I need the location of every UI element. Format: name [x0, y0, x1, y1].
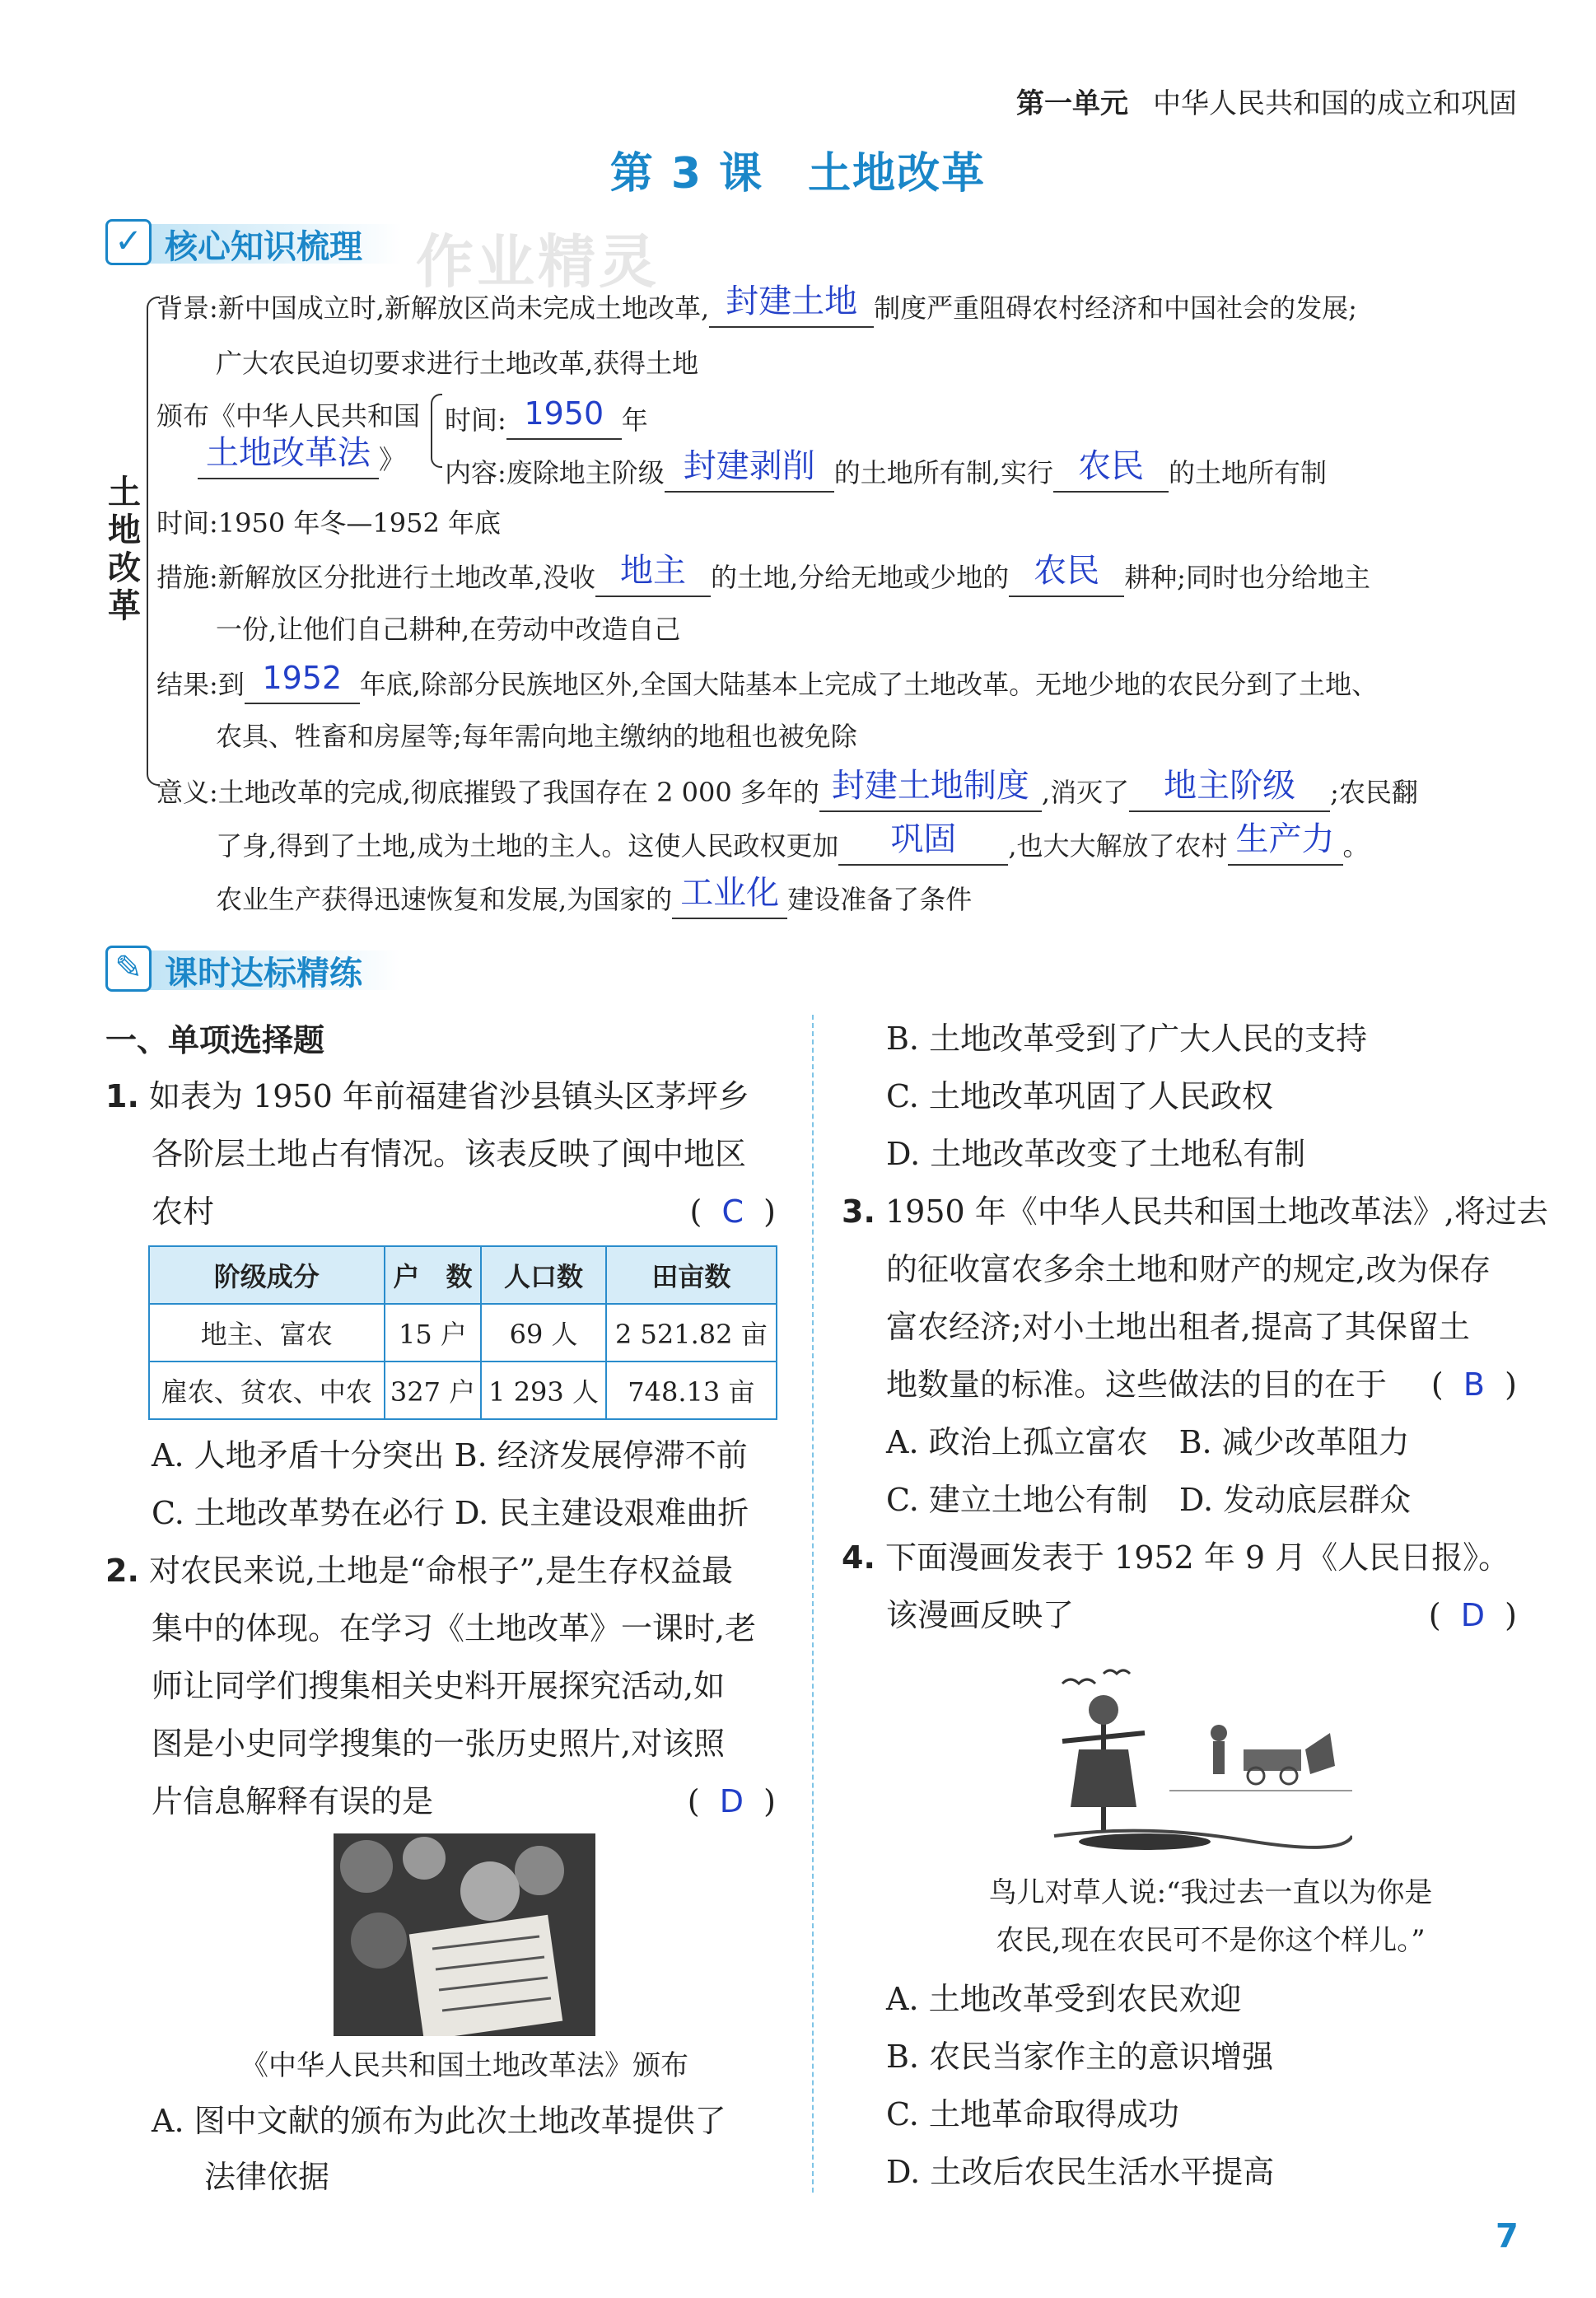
q4-line1: 4. 下面漫画发表于 1952 年 9 月《人民日报》。 [842, 1539, 1510, 1576]
section-title: 课时达标精练 [165, 955, 362, 993]
q2-line2: 集中的体现。在学习《土地改革》一课时,老 [152, 1610, 757, 1646]
table-row: 地主、富农 15 户 69 人 2 521.82 亩 [149, 1304, 777, 1362]
q1-line1: 1. 如表为 1950 年前福建省沙县镇头区茅坪乡 [105, 1078, 749, 1114]
q3-line1: 3. 1950 年《中华人民共和国土地改革法》,将过去 [842, 1193, 1548, 1230]
q2-option-b: B. 土地改革受到了广大人民的支持 [886, 1021, 1368, 1057]
blank: 工业化 [672, 880, 787, 919]
outline-background-line1: 背景:新中国成立时,新解放区尚未完成土地改革, 封建土地 制度严重阻碍农村经济和中国社会的发展; [156, 288, 1357, 328]
outline-result-line1: 结果:到 1952 年底,除部分民族地区外,全国大陆基本上完成了土地改革。无地少地的农民分到了土地、 [156, 665, 1378, 704]
unit-title: 中华人民共和国的成立和巩固 [1153, 87, 1517, 120]
cartoon-illustration [1046, 1667, 1352, 1855]
table-header: 田亩数 [606, 1246, 777, 1304]
q4-option-c: C. 土地革命取得成功 [886, 2096, 1179, 2132]
outline-law-line2: 土地改革法 》 [198, 440, 405, 479]
outline-significance-line1: 意义:土地改革的完成,彻底摧毁了我国存在 2 000 多年的 封建土地制度 ,消灭了 地主阶级 ;农民翻 [156, 773, 1418, 812]
q4-line2: 该漫画反映了 ( D ) [886, 1586, 1517, 1644]
table-row: 雇农、贫农、中农 327 户 1 293 人 748.13 亩 [149, 1362, 777, 1419]
q3-answer-paren: ( B ) [1430, 1366, 1517, 1403]
outline-measure-line1: 措施:新解放区分批进行土地改革,没收 地主 的土地,分给无地或少地的 农民 耕种;同时也分给地主 [156, 558, 1370, 597]
unit-label: 第一单元 [1016, 87, 1128, 120]
photo-illustration [334, 1833, 595, 2036]
outline-measure-line2: 一份,让他们自己耕种,在劳动中改造自己 [216, 614, 681, 645]
outline-background-line2: 广大农民迫切要求进行土地改革,获得土地 [216, 348, 699, 379]
blank: 农民 [1009, 558, 1124, 597]
q3-answer: B [1463, 1366, 1485, 1403]
q1-answer: C [721, 1193, 744, 1230]
q2-option-a-line1: A. 图中文献的颁布为此次土地改革提供了 [152, 2103, 726, 2139]
checkbox-icon: ✓ [105, 219, 152, 265]
historical-photo [334, 1833, 595, 2036]
blank: 土地改革法 [198, 440, 379, 479]
section-title: 核心知识梳理 [165, 228, 362, 266]
q3-options-cd: C. 建立土地公有制 D. 发动底层群众 [886, 1482, 1412, 1518]
blank: 农民 [1053, 453, 1169, 493]
outline-result-line2: 农具、牲畜和房屋等;每年需向地主缴纳的地租也被免除 [216, 721, 857, 752]
q3-options-ab: A. 政治上孤立富农 B. 减少改革阻力 [886, 1424, 1410, 1460]
blank: 封建土地 [709, 288, 874, 328]
blank: 地主阶级 [1129, 773, 1330, 812]
blank: 1952 [245, 665, 360, 704]
blank: 巩固 [838, 826, 1008, 866]
q1-options-cd: C. 土地改革势在必行 D. 民主建设艰难曲折 [152, 1495, 749, 1531]
q2-line1: 2. 对农民来说,土地是“命根子”,是生存权益最 [105, 1553, 733, 1589]
table-header: 户 数 [385, 1246, 482, 1304]
question-section-head: 一、单项选择题 [105, 1022, 325, 1058]
section-banner-practice [105, 942, 402, 993]
q1-table [148, 1245, 777, 1420]
blank: 封建土地制度 [819, 773, 1042, 812]
table-header: 人口数 [481, 1246, 605, 1304]
q3-line4: 地数量的标准。这些做法的目的在于 ( B ) [886, 1356, 1517, 1413]
table-header: 阶级成分 [149, 1246, 385, 1304]
outline-law-line1: 颁布《中华人民共和国 [156, 400, 421, 432]
q1-options-ab: A. 人地矛盾十分突出 B. 经济发展停滞不前 [152, 1437, 748, 1474]
blank: 生产力 [1228, 826, 1343, 866]
outline-significance-line3: 农业生产获得迅速恢复和发展,为国家的 工业化 建设准备了条件 [216, 880, 972, 919]
outline-content: 内容:废除地主阶级 封建剥削 的土地所有制,实行 农民 的土地所有制 [445, 453, 1327, 493]
q4-cartoon-caption-1: 鸟儿对草人说:“我过去一直以为你是 [988, 1876, 1433, 1909]
q1-line2: 各阶层土地占有情况。该表反映了闽中地区 [152, 1136, 747, 1172]
q2-line3: 师让同学们搜集相关史料开展探究活动,如 [152, 1668, 726, 1704]
q2-option-a-line2: 法律依据 [204, 2159, 330, 2195]
column-divider [812, 1015, 814, 2193]
q4-answer: D [1460, 1597, 1485, 1633]
outline-bracket [147, 297, 160, 786]
q1-answer-paren: ( C ) [689, 1193, 776, 1230]
outline-topic-text: 土地改革 [108, 473, 141, 625]
q4-option-b: B. 农民当家作主的意识增强 [886, 2039, 1274, 2075]
scarecrow-cartoon [1046, 1667, 1352, 1855]
q3-line2: 的征收富农多余土地和财产的规定,改为保存 [886, 1251, 1491, 1287]
q4-option-a: A. 土地改革受到农民欢迎 [886, 1981, 1242, 2017]
blank: 1950 [506, 400, 622, 440]
outline-time: 时间: 1950 年 [445, 400, 648, 440]
q4-option-d: D. 土改后农民生活水平提高 [886, 2154, 1275, 2190]
q2-photo-caption: 《中华人民共和国土地改革法》颁布 [240, 2049, 688, 2082]
q2-line4: 图是小史同学搜集的一张历史照片,对该照 [152, 1726, 726, 1762]
q3-line3: 富农经济;对小土地出租者,提高了其保留土 [886, 1309, 1470, 1345]
page-number: 7 [1496, 2217, 1519, 2255]
pencil-icon: ✎ [105, 946, 152, 992]
section-banner-knowledge [105, 216, 402, 267]
blank: 封建剥削 [665, 453, 834, 493]
outline-significance-line2: 了身,得到了土地,成为土地的主人。这使人民政权更加 巩固 ,也大大解放了农村 生产力 。 [216, 826, 1370, 866]
q4-answer-paren: ( D ) [1428, 1597, 1517, 1633]
watermark: 作业精灵 [416, 228, 660, 296]
outline-small-brace [431, 394, 442, 468]
q2-option-c: C. 土地改革巩固了人民政权 [886, 1078, 1273, 1114]
blank: 地主 [595, 558, 711, 597]
q2-answer-paren: ( D ) [687, 1783, 776, 1819]
outline-topic [105, 474, 143, 625]
q4-cartoon-caption-2: 农民,现在农民可不是你这个样儿。” [996, 1924, 1426, 1957]
unit-header [1016, 81, 1517, 121]
outline-timespan: 时间:1950 年冬—1952 年底 [156, 507, 502, 539]
lesson-title: 第 3 课 土地改革 [609, 149, 987, 199]
q1-line3: 农村 ( C ) [152, 1183, 776, 1240]
q2-option-d: D. 土地改革改变了土地私有制 [886, 1136, 1306, 1172]
q2-answer: D [719, 1783, 744, 1819]
q2-line5: 片信息解释有误的是 ( D ) [152, 1773, 776, 1830]
